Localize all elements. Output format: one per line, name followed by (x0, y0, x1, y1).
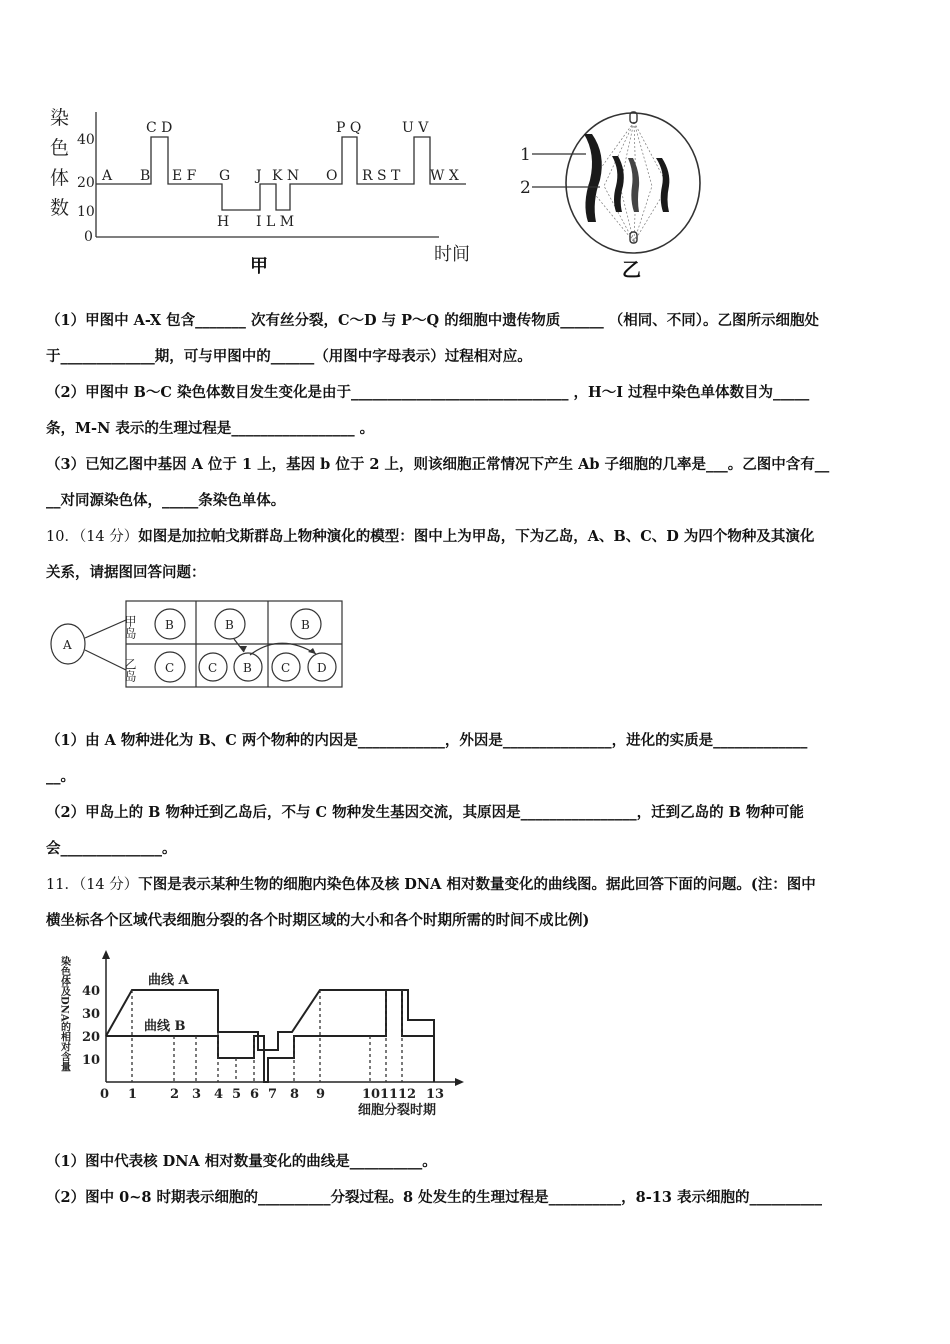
jia-ylabel-char: 体 (50, 167, 70, 189)
jia-mid-label: K N (272, 168, 300, 184)
q9-line: 于_____________期，可与甲图中的______（用图中字母表示）过程相对应。 (46, 348, 532, 365)
figure-islands (44, 598, 344, 692)
species-label: B (301, 618, 310, 632)
jia-top-label: U V (402, 120, 429, 136)
q11-xtick: 0 (100, 1087, 110, 1102)
species-label: C (208, 661, 218, 675)
species-label: B (225, 618, 234, 632)
q11-ylabel: 染色体及DNA的相对含量 (58, 956, 70, 1072)
q11-ytick: 40 (82, 984, 101, 999)
q11-xlabel: 细胞分裂时期 (358, 1103, 437, 1118)
jia-xlabel: 时间 (434, 244, 470, 265)
q9-line: （2）甲图中 B～C 染色体数目发生变化是由于______________________________ ，H～I 过程中染色单体数目为_____ (46, 384, 810, 401)
species-label: A (63, 638, 72, 652)
q11-xtick: 6 (250, 1087, 260, 1102)
q11-stem (46, 875, 816, 895)
yi-label: 2 (520, 178, 531, 198)
jia-mid-label: A (102, 168, 113, 184)
q11-xtick: 8 (290, 1087, 300, 1102)
jia-ylabel-char: 染 (50, 107, 70, 129)
jia-mid-label: B (140, 168, 151, 184)
jia-mid-label: O (326, 168, 338, 184)
q11-xtick: 7 (268, 1087, 278, 1102)
q10-line: 会______________。 (46, 840, 177, 857)
q11-xtick: 10 (362, 1087, 381, 1102)
jia-ytick: 20 (77, 175, 95, 191)
jia-mid-label: G (219, 168, 231, 184)
figure-dna-curve (50, 948, 470, 1122)
yi-label: 1 (520, 145, 531, 165)
q10-number: 10．（14 分） (46, 529, 139, 545)
jia-mid-label: W X (430, 168, 459, 184)
q11-xtick: 2 (170, 1087, 180, 1102)
jia-top-label: P Q (336, 120, 362, 136)
q11-xtick: 1 (128, 1087, 138, 1102)
yi-caption: 乙 (622, 259, 642, 281)
jia-ytick: 0 (84, 229, 93, 245)
species-label: D (317, 661, 327, 675)
jia-caption: 甲 (250, 256, 268, 277)
q10-stem-line: 关系，请据图回答问题： (46, 564, 206, 581)
q11-ytick: 30 (82, 1007, 101, 1022)
q11-xtick: 9 (316, 1087, 326, 1102)
species-label: B (165, 618, 174, 632)
q9-line: （3）已知乙图中基因 A 位于 1 上，基因 b 位于 2 上，则该细胞正常情况下产生 Ab 子细胞的几率是___。乙图中含有__ (46, 456, 830, 473)
q10-line: __。 (46, 768, 75, 785)
q11-ytick: 20 (82, 1030, 101, 1045)
jia-top-label: C D (146, 120, 173, 136)
q10-stem (46, 527, 814, 547)
species-label: C (165, 661, 175, 675)
jia-mid-label: R S T (362, 168, 401, 184)
q11-xtick: 3 (192, 1087, 202, 1102)
arrow-head (308, 648, 316, 654)
q11-stem-text: 下图是表示某种生物的细胞内染色体及核 DNA 相对数量变化的曲线图。据此回答下面的问题。(注：图中 (138, 876, 816, 893)
q11-xtick: 11 (380, 1087, 399, 1102)
q10-stem-text: 如图是加拉帕戈斯群岛上物种演化的模型：图中上为甲岛，下为乙岛，A、B、C、D 为四个物种及其演化 (138, 528, 815, 545)
q11-line: （1）图中代表核 DNA 相对数量变化的曲线是__________。 (46, 1153, 437, 1170)
q11-number: 11．（14 分） (46, 877, 139, 893)
q11-xtick: 4 (214, 1087, 224, 1102)
q10-line: （1）由 A 物种进化为 B、C 两个物种的内因是____________，外因是_______________，进化的实质是_____________ (46, 732, 808, 749)
q11-xtick: 5 (232, 1087, 242, 1102)
spindle-fibers (588, 122, 668, 242)
q9-line: __对同源染色体，_____条染色单体。 (46, 492, 286, 509)
jia-ytick: 10 (77, 204, 95, 220)
curve-b-label: 曲线 B (144, 1019, 186, 1034)
q9-line: 条，M-N 表示的生理过程是_________________ 。 (46, 420, 375, 437)
jia-low-label: I L M (256, 214, 295, 230)
q11-x-arrow (455, 1078, 464, 1086)
jia-ylabel-char: 数 (50, 197, 70, 219)
island-label-top: 甲岛 (123, 615, 137, 639)
q9-line: （1）甲图中 A-X 包含_______ 次有丝分裂，C～D 与 P～Q 的细胞中遗传物质______ （相同、不同）。乙图所示细胞处 (46, 312, 820, 329)
jia-mid-label: E F (172, 168, 197, 184)
jia-ylabel-char: 色 (50, 137, 70, 159)
q11-xtick: 13 (426, 1087, 445, 1102)
q11-stem-line: 横坐标各个区域代表细胞分裂的各个时期区域的大小和各个时期所需的时间不成比例) (46, 912, 590, 929)
jia-mid-label: J (256, 168, 262, 184)
species-label: B (243, 661, 252, 675)
figure-yi (516, 104, 716, 284)
species-label: C (281, 661, 291, 675)
figure-jia (44, 100, 484, 280)
q11-xtick: 12 (398, 1087, 417, 1102)
island-label-bottom: 乙岛 (123, 658, 137, 682)
chromosomes (584, 134, 669, 222)
jia-ytick: 40 (77, 132, 95, 148)
curve-b (106, 990, 434, 1082)
q11-ytick: 10 (82, 1053, 101, 1068)
q11-line: （2）图中 0~8 时期表示细胞的__________分裂过程。8 处发生的生理过程是__________，8-13 表示细胞的__________ (46, 1189, 822, 1206)
q11-y-arrow (102, 950, 110, 959)
q10-line: （2）甲岛上的 B 物种迁到乙岛后，不与 C 物种发生基因交流，其原因是________________，迁到乙岛的 B 物种可能 (46, 804, 804, 821)
jia-low-label: H (217, 214, 230, 230)
curve-a-label: 曲线 A (148, 973, 189, 988)
